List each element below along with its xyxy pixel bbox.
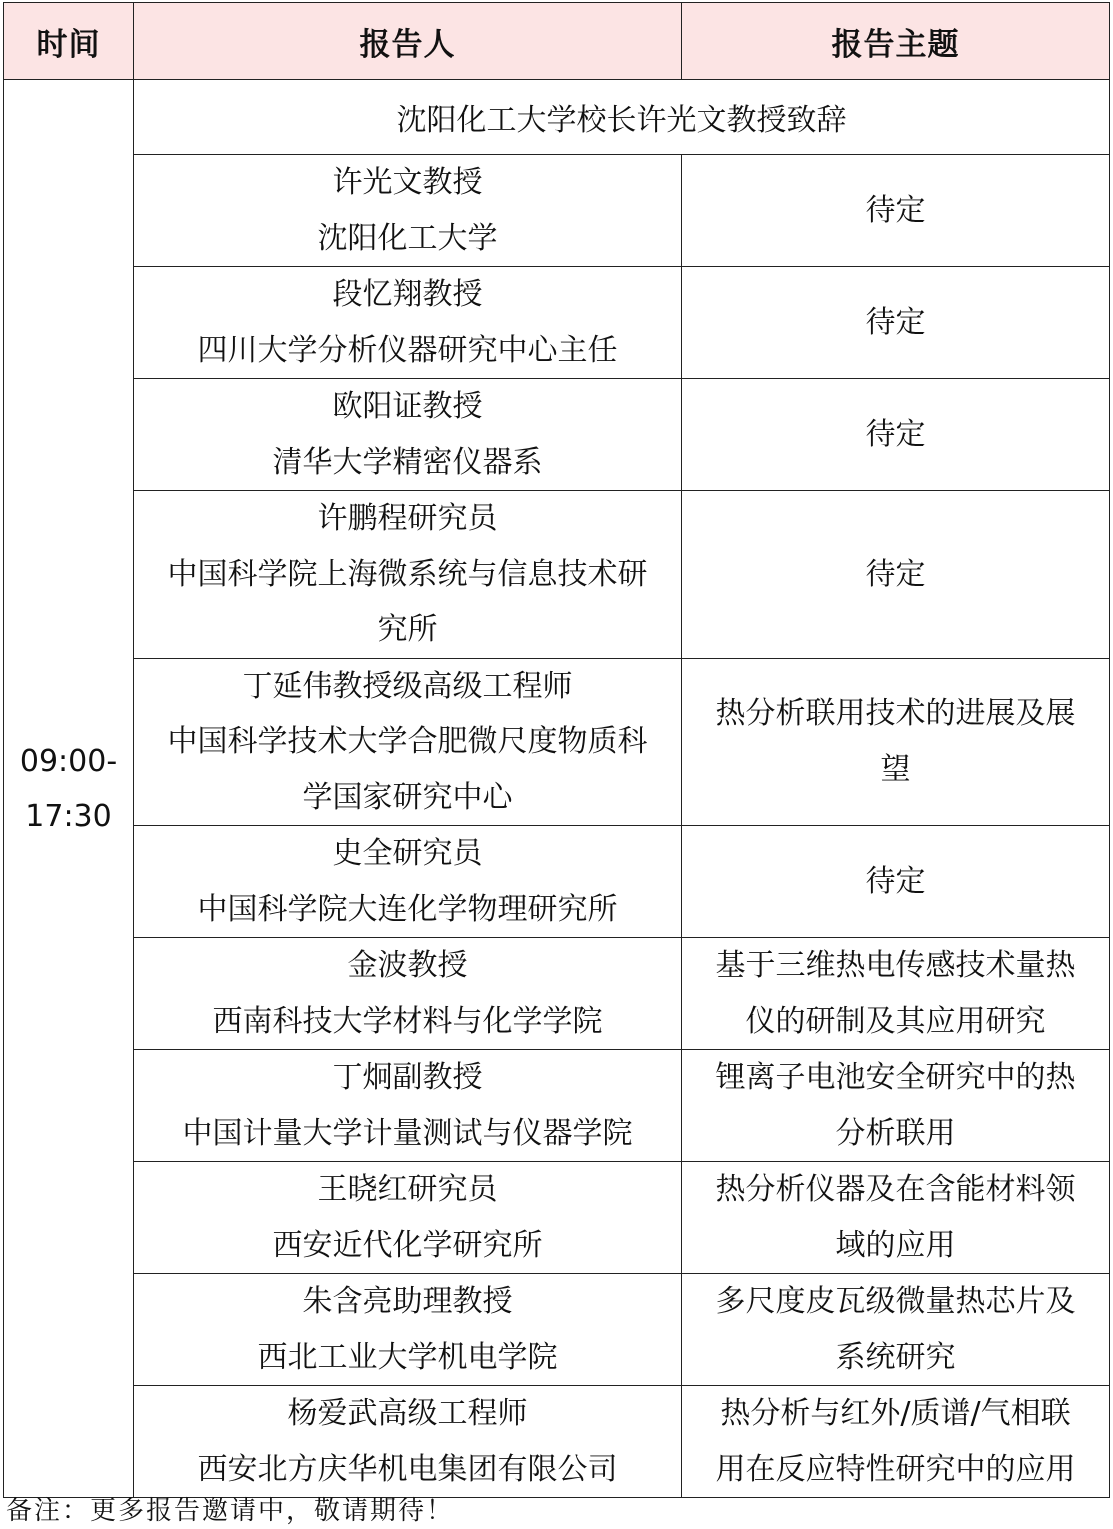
speaker-affiliation: 中国科学技术大学合肥微尺度物质科 — [167, 724, 648, 759]
speaker-affiliation: 西安北方庆华机电集团有限公司 — [197, 1451, 618, 1487]
speaker-affiliation: 究所 — [377, 612, 438, 647]
speaker-affiliation: 西北工业大学机电学院 — [257, 1339, 558, 1375]
report-topic: 仪的研制及其应用研究 — [745, 1003, 1046, 1039]
table-row — [4, 1162, 1110, 1274]
speaker-name: 许鹏程研究员 — [317, 501, 498, 536]
table-row — [4, 826, 1110, 938]
time-end: 17:30 — [25, 798, 112, 834]
table-row — [4, 1386, 1110, 1498]
speaker-affiliation: 中国科学院大连化学物理研究所 — [197, 891, 618, 927]
schedule-table — [3, 2, 1110, 1498]
report-topic: 系统研究 — [835, 1339, 956, 1375]
report-topic: 待定 — [865, 304, 926, 340]
report-topic: 域的应用 — [835, 1227, 956, 1263]
speaker-affiliation: 中国计量大学计量测试与仪器学院 — [182, 1115, 633, 1151]
table-row — [4, 267, 1110, 379]
time-cell — [4, 80, 134, 1498]
report-topic: 待定 — [865, 416, 926, 452]
speaker-affiliation: 学国家研究中心 — [302, 779, 513, 815]
speaker-affiliation: 清华大学精密仪器系 — [272, 444, 543, 480]
welcome-speech: 沈阳化工大学校长许光文教授致辞 — [134, 80, 1110, 155]
report-topic: 热分析联用技术的进展及展 — [715, 696, 1076, 732]
report-topic: 用在反应特性研究中的应用 — [715, 1451, 1076, 1487]
header-time: 时间 — [4, 3, 134, 80]
speaker-affiliation: 四川大学分析仪器研究中心主任 — [197, 332, 618, 368]
speaker-name: 王晓红研究员 — [317, 1172, 498, 1207]
header-row — [4, 3, 1110, 80]
speaker-name: 丁延伟教授级高级工程师 — [242, 668, 573, 704]
speaker-name: 丁炯副教授 — [332, 1060, 483, 1095]
report-topic: 热分析仪器及在含能材料领 — [715, 1172, 1076, 1207]
speaker-name: 金波教授 — [347, 948, 468, 983]
table-row — [4, 379, 1110, 491]
header-speaker: 报告人 — [134, 3, 682, 80]
table-row — [4, 155, 1110, 267]
report-topic: 基于三维热电传感技术量热 — [715, 948, 1076, 983]
speaker-affiliation: 西南科技大学材料与化学学院 — [212, 1003, 603, 1039]
speaker-name: 段忆翔教授 — [332, 277, 483, 312]
speaker-affiliation: 沈阳化工大学 — [317, 220, 498, 256]
welcome-row — [4, 80, 1110, 155]
report-topic: 望 — [880, 751, 911, 787]
table-row — [4, 491, 1110, 659]
speaker-name: 史全研究员 — [332, 836, 483, 871]
report-topic: 分析联用 — [835, 1115, 956, 1151]
time-start: 09:00- — [19, 743, 118, 779]
table-row — [4, 938, 1110, 1050]
table-row — [4, 658, 1110, 826]
report-topic: 多尺度皮瓦级微量热芯片及 — [715, 1284, 1076, 1319]
speaker-affiliation: 中国科学院上海微系统与信息技术研 — [167, 556, 648, 592]
speaker-name: 杨爱武高级工程师 — [287, 1396, 528, 1431]
footnote: 备注：更多报告邀请中，敬请期待！ — [6, 1496, 455, 1526]
table-row — [4, 1050, 1110, 1162]
report-topic: 待定 — [865, 863, 926, 899]
table-row — [4, 1274, 1110, 1386]
speaker-name: 许光文教授 — [332, 165, 483, 200]
speaker-name: 欧阳证教授 — [332, 389, 483, 424]
header-topic: 报告主题 — [682, 3, 1110, 80]
report-topic: 待定 — [865, 192, 926, 228]
report-topic: 锂离子电池安全研究中的热 — [715, 1060, 1076, 1095]
speaker-name: 朱含亮助理教授 — [302, 1284, 513, 1319]
speaker-affiliation: 西安近代化学研究所 — [272, 1227, 543, 1263]
report-topic: 待定 — [865, 556, 926, 592]
report-topic: 热分析与红外/质谱/气相联 — [720, 1396, 1071, 1431]
